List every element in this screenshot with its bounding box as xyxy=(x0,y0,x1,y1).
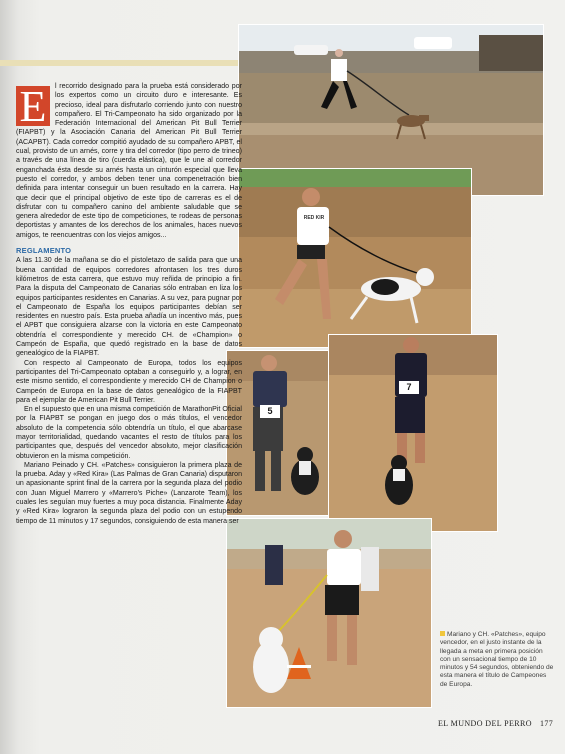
photo-winner-finish xyxy=(226,518,432,708)
drop-cap: E xyxy=(16,86,50,126)
paragraph-salida: A las 11.30 de la mañana se dio el pistoletazo de salida para que una buena cantidad de equipos corredores afrontasen los tres duros kilómetros de esta carrera, que estuvo muy reñida de principio a fin. Para la disputa del Campeonato de Canarias sólo entraban en liza los equipos participantes residentes en Canarias. A su vez, para pugnar por el Campeonato de España los equipos participantes debían ser residentes en nuestro país. Esta prueba añadía un incentivo más, pues el APBT que consiguiera alzarse con la victoria en este Campeonato obtendría el correspondiente y merecido CH. de «Champion» o Campeón de España, que quedó registrado en la base de datos genealógico de la FIAPBT. xyxy=(16,257,242,358)
photo-runner-red-kira xyxy=(238,168,472,348)
paragraph-resultados: Mariano Peinado y CH. «Patches» consiguieron la primera plaza de la prueba. Aday y «Red Kira» (Las Palmas de Gran Canaria) disputaron un apasionante sprint final de la carrera por la segunda plaza del podio con Juan Miguel Marrero y «Marrero's Piche» (Lanzarote Team), los cuales les seguían muy fuertes a muy poca distancia. Finalmente Aday y «Red Kira» lograron la segunda plaza del podio con un estupendo tiempo de 11 minutos y 17 segundos, consiguiendo de esta manera ser xyxy=(16,461,242,525)
article-body xyxy=(16,82,242,526)
paragraph-intro: l recorrido designado para la prueba está considerado por los expertos como un circuito duro e interesante. Es precioso, ideal para disfrutarlo corriendo junto con nuestro compañero. El Tri-Campeonato ha sido organizado por la Federación Internacional del American Pit Bull Terrier (FIAPBT) y la Asociación Canaria del American Pit Bull Terrier (ACAPBT). Cada corredor compitió ayudado de su compañero APBT, el cual, provisto de un arnés, corre y tira del corredor (tipo perro de trineo) a través de una línea de tiro (cuerda elástica), que le une al corredor enganchada ésta desde su arnés hasta un cinturón especial que lleva puesto el corredor, y ambos deben tener una compenetración bien definida para intentar conseguir un buen resultado en la carrera. Hay que decir que el principal objetivo de este tipo de carreras es el de disfrutar con tu compañero canino del ambiente saludable que se genera alrededor de este tipo de competiciones, te rodeas de personas deportistas y amantes de los derechos de los animales, haces nuevos amigos, te reencuentras con los viejos amigos... xyxy=(16,83,242,239)
page-footer xyxy=(438,719,553,728)
paragraph-europa: Con respecto al Campeonato de Europa, todos los equipos participantes del Tri-Campeonato optaban a conseguirlo y, a lograr, en este mismo sentido, el correspondiente y merecido CH de Champion o Campeón de Europa en la base de datos genealógico de la FIAPBT para el ejemplar de American Pit Bull Terrier. xyxy=(16,359,242,404)
caption-marker xyxy=(440,631,445,636)
caption-text: Mariano y CH. «Patches», equipo vencedor, en el justo instante de la llegada a meta en primera posición con un sensacional tiempo de 10 minutos y 54 segundos, obteniendo de esta manera el título de Campeones de Europa. xyxy=(440,631,554,688)
photo-runner-bib-7 xyxy=(328,334,498,532)
page-number: 177 xyxy=(539,719,554,728)
photo-caption xyxy=(440,631,554,689)
section-heading-reglamento: REGLAMENTO xyxy=(16,246,72,256)
bib-number-7: 7 xyxy=(399,381,419,394)
bib-number-5: 5 xyxy=(260,405,280,418)
magazine-name: EL MUNDO DEL PERRO xyxy=(438,719,532,728)
header-band xyxy=(0,60,240,66)
paragraph-titulos: En el supuesto que en una misma competición de MarathonPit Oficial por la FIAPBT se pongan en juego dos o más títulos, el vencedor absoluto de la competencia sólo obtendría un título, el que abarcase mayor territorialidad, quedando vacantes el resto de títulos para los participantes que, después del vencedor absoluto, mejor clasificación obtuvieron en la misma competición. xyxy=(16,406,242,460)
shirt-text: RED KIR xyxy=(303,215,325,221)
